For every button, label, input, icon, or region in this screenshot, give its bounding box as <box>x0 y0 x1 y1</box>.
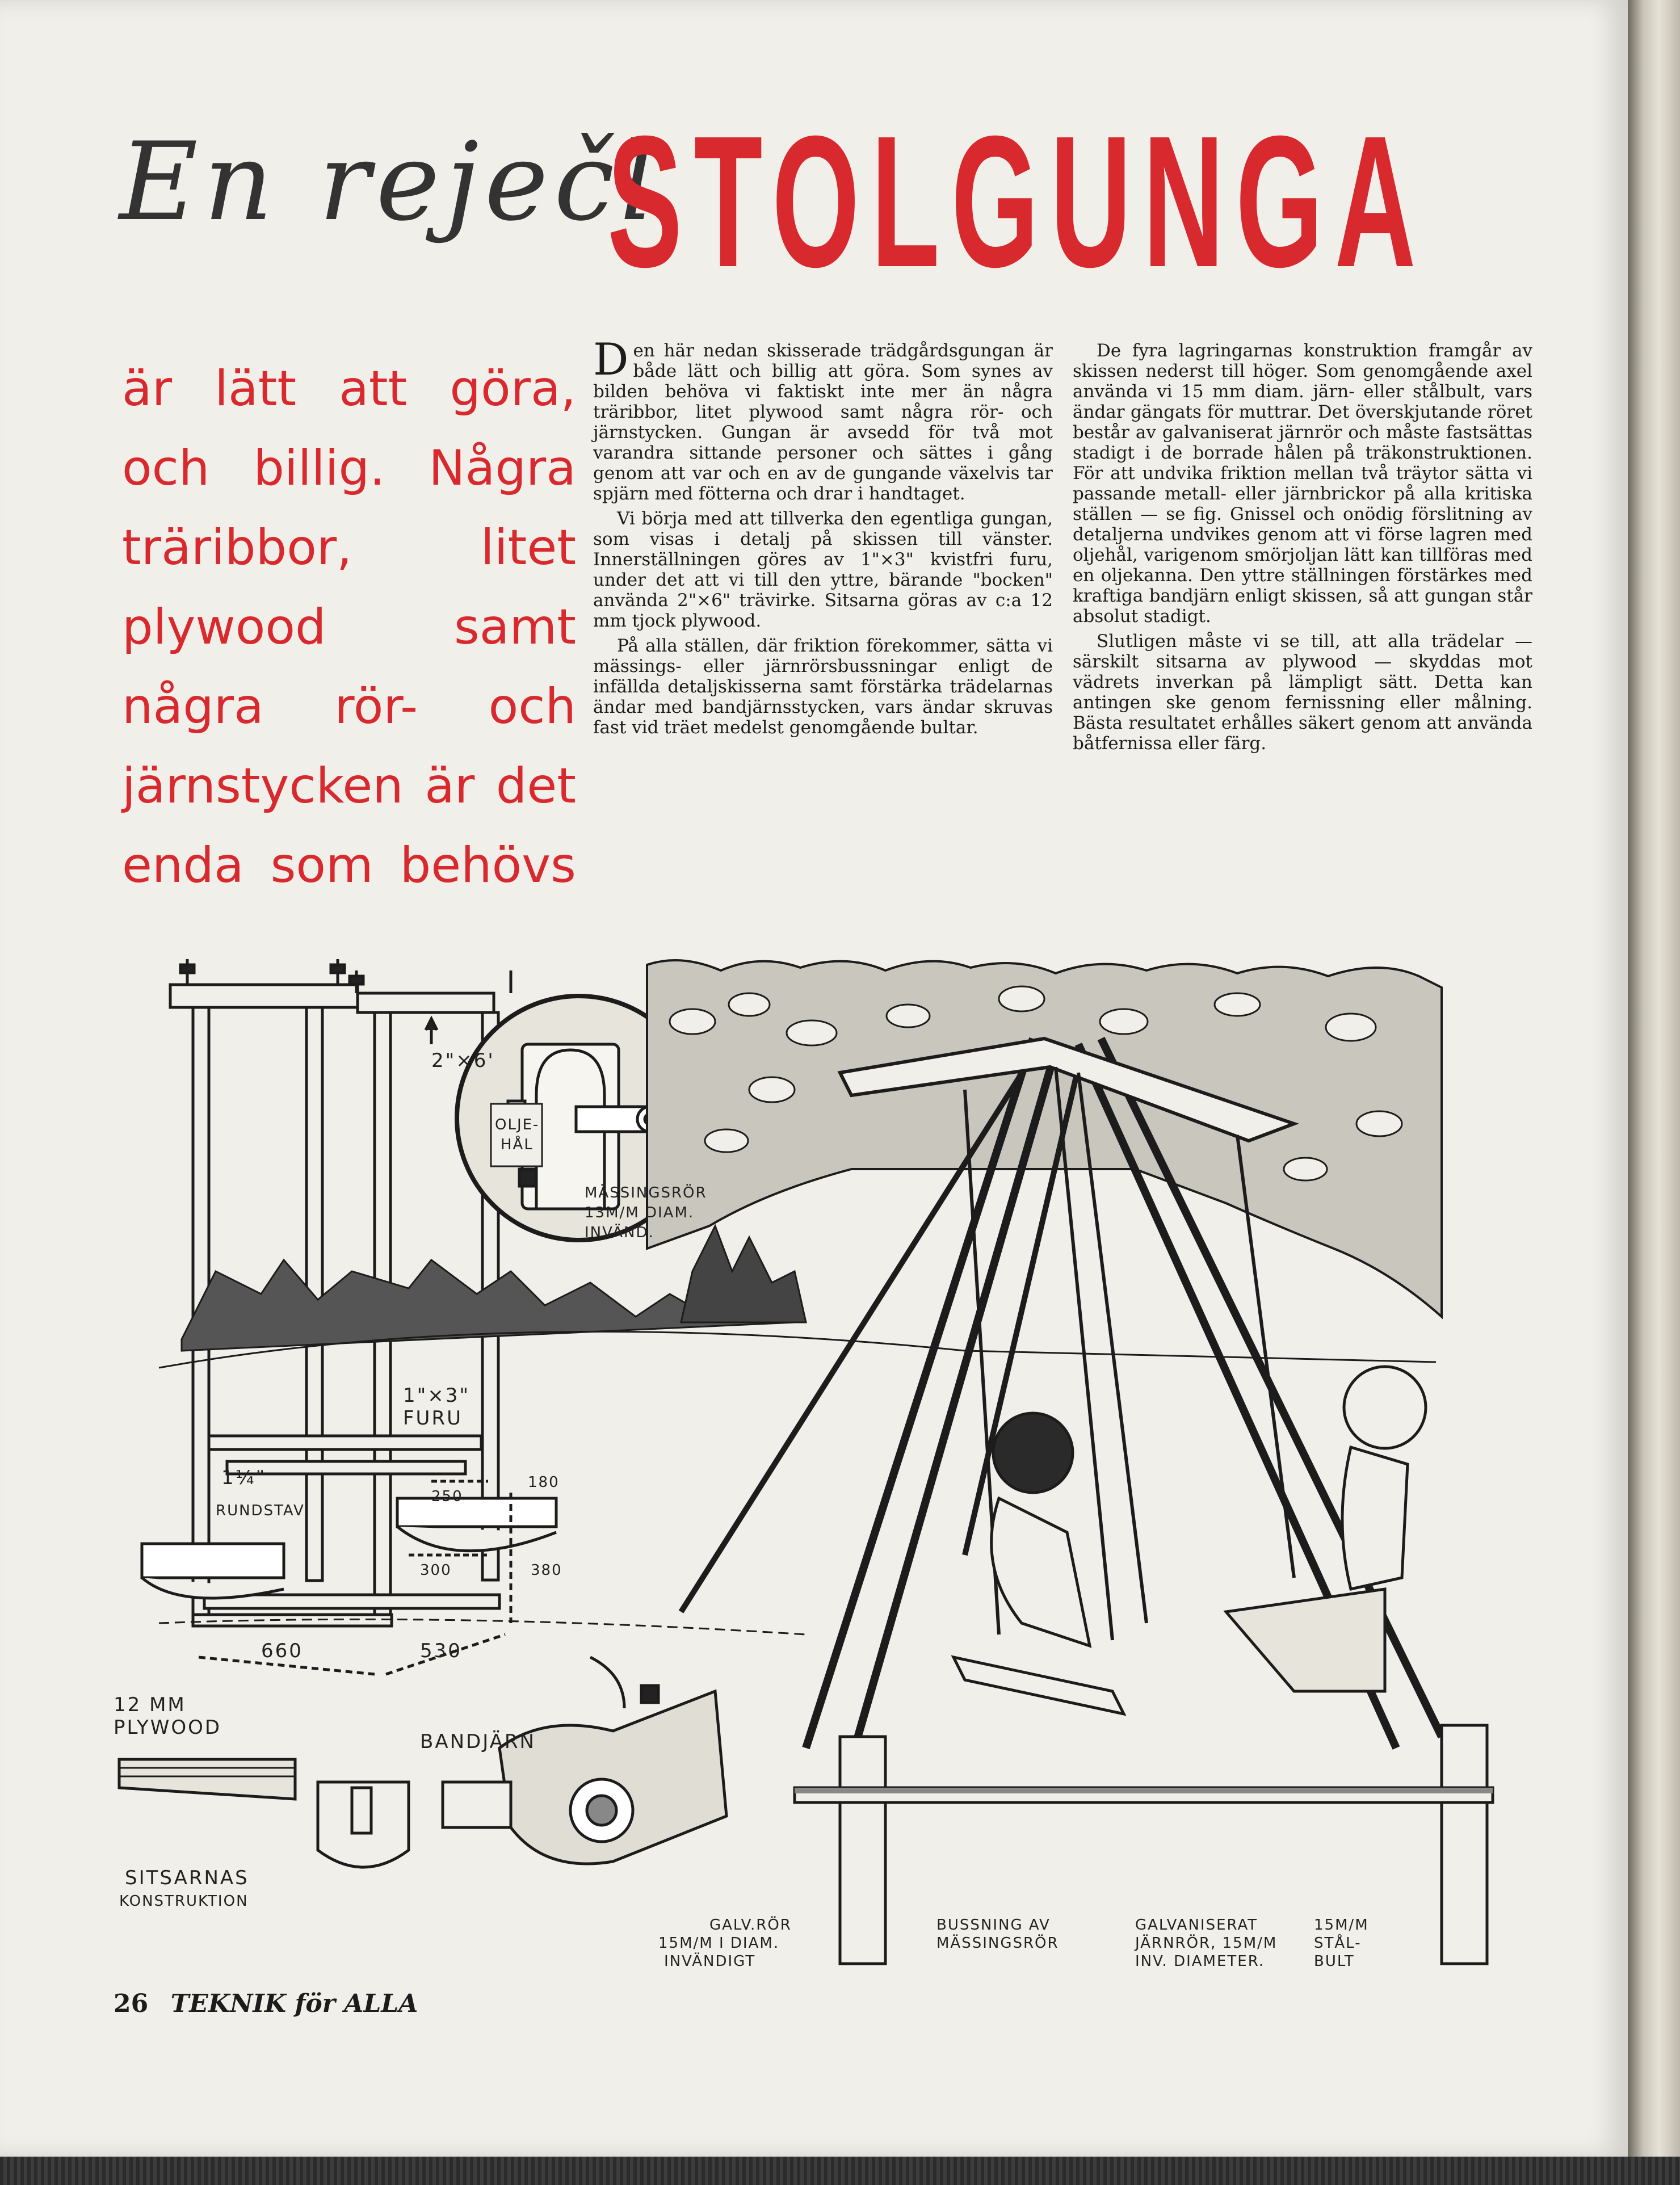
label-seat-construction-2: KONSTRUKTION <box>119 1893 249 1910</box>
label-oil-hole-1: OLJE- <box>495 1116 540 1133</box>
label-galvanized-2: JÄRNRÖR, 15M/M <box>1135 1935 1278 1952</box>
paragraph: Slutligen måste vi se till, att alla trädelar — särskilt sitsarna av plywood — skyddas mot vädrets inverkan på lämpligt sätt. Detta kan antingen ske genom fernissning eller målning. Bästa resultatet erhålles säkert genom att använda båtfernissa eller färg. <box>1073 631 1532 754</box>
label-steel-bolt-1: 15M/M <box>1314 1917 1369 1934</box>
label-rundstav-2: RUNDSTAV <box>216 1502 305 1519</box>
drop-cap: D <box>593 334 629 385</box>
body-column-1 <box>593 334 1053 742</box>
label-dim-250: 250 <box>431 1488 463 1505</box>
body-column-2 <box>1073 341 1532 758</box>
label-brass-tube-2: 13M/M DIAM. <box>585 1204 695 1221</box>
label-brass-tube-1: MÄSSINGSRÖR <box>585 1184 707 1201</box>
next-page-edge <box>1628 0 1680 2157</box>
label-dim-530: 530 <box>420 1640 462 1662</box>
label-top-dim: 2"×6' <box>431 1049 495 1072</box>
paragraph: De fyra lagringarnas konstruktion framgår av skissen nederst till höger. Som genomgående axel använda vi 15 mm diam. järn- eller stålbult, vars ändar gängats för muttrar. Det överskjutande röret består av galvaniserat järnrör och måste fastsättas stadigt i de borrade hålen på träkonstruktionen. För att undvika friktion mellan två träytor sätta vi passande metall- eller järnbrickor på alla kritiska ställen — se fig. Gnissel och onödig förslitning av detaljerna undvikes genom att vi förse lagren med oljehål, varigenom smörjoljan lätt kan tillföras med en oljekanna. Den yttre ställningen förstärkes med kraftiga bandjärn enligt skissen, så att gungan står absolut stadigt. <box>1073 341 1532 627</box>
label-oil-hole-2: HÅL <box>501 1136 534 1153</box>
title-main: STOLGUNGA <box>607 96 1427 306</box>
label-dim-380: 380 <box>531 1562 562 1579</box>
strap-bearing-detail <box>443 1657 726 1864</box>
label-dim-180: 180 <box>528 1474 560 1491</box>
page-number: 26 <box>114 1989 149 2018</box>
label-dim-300: 300 <box>420 1562 452 1579</box>
label-seat-construction-1: SITSARNAS <box>125 1867 249 1889</box>
paragraph-text: en här nedan skisserade trädgårdsgungan är både lätt och billig att göra. Som synes av bilden behöva vi faktiskt inte mer än några träribbor, litet plywood samt några rör- och järnstycken. Gungan är avsedd för två mot varandra sittande personer och sättes i gång genom att var och en av de gungande växelvis tar spjärn med fötterna och drar i handtaget. <box>593 341 1053 504</box>
label-galv-tube-1: GALV.RÖR <box>709 1917 792 1934</box>
swing-illustration <box>114 953 1510 1969</box>
lead-text: är lätt att göra, och billig. Några träribbor, litet plywood samt några rör- och järnstycken är det enda som behövs <box>122 360 576 894</box>
label-galv-tube-2: 15M/M I DIAM. <box>658 1935 780 1952</box>
label-galvanized-1: GALVANISERAT <box>1135 1917 1258 1934</box>
label-galv-tube-3: INVÄNDIGT <box>664 1953 756 1969</box>
label-plywood-2: PLYWOOD <box>114 1716 222 1739</box>
label-galvanized-3: INV. DIAMETER. <box>1135 1953 1265 1969</box>
label-brass-tube-3: INVÄND. <box>585 1224 654 1241</box>
label-furu-2: FURU <box>403 1407 463 1430</box>
label-rundstav-1: 1¼" <box>221 1467 267 1489</box>
paragraph: Vi börja med att tillverka den egentliga gungan, som visas i detalj på skissen till vänster. Innerställningen göres av 1"×3" kvistfri furu, under det att vi till den yttre, bärande "bocken" använda 2"×6" trävirke. Sitsarna göras av c:a 12 mm tjock plywood. <box>593 509 1053 631</box>
label-steel-bolt-2: STÅL- <box>1314 1935 1362 1952</box>
page-footer <box>114 1989 418 2018</box>
paragraph: På alla ställen, där friktion förekommer, sätta vi mässings- eller järnrörsbussningar enligt de infällda detaljskisserna samt förstärka trädelarnas ändar med bandjärnsstycken, vars ändar skruvas fast vid träet medelst genomgående bultar. <box>593 636 1053 738</box>
label-bushing-1: BUSSNING AV <box>936 1917 1051 1934</box>
label-bandjarn: BANDJÄRN <box>420 1730 536 1753</box>
paragraph <box>593 334 1053 504</box>
label-bushing-2: MÄSSINGSRÖR <box>936 1935 1059 1952</box>
seat-construction-detail <box>119 1759 409 1867</box>
label-furu-1: 1"×3" <box>403 1384 471 1407</box>
label-dim-660: 660 <box>261 1640 303 1662</box>
label-steel-bolt-3: BULT <box>1314 1953 1355 1969</box>
title-script: En reječl <box>119 119 661 245</box>
magazine-name: TEKNIK för ALLA <box>170 1989 418 2018</box>
background-surface <box>0 2157 1680 2185</box>
label-plywood-1: 12 MM <box>114 1694 186 1716</box>
